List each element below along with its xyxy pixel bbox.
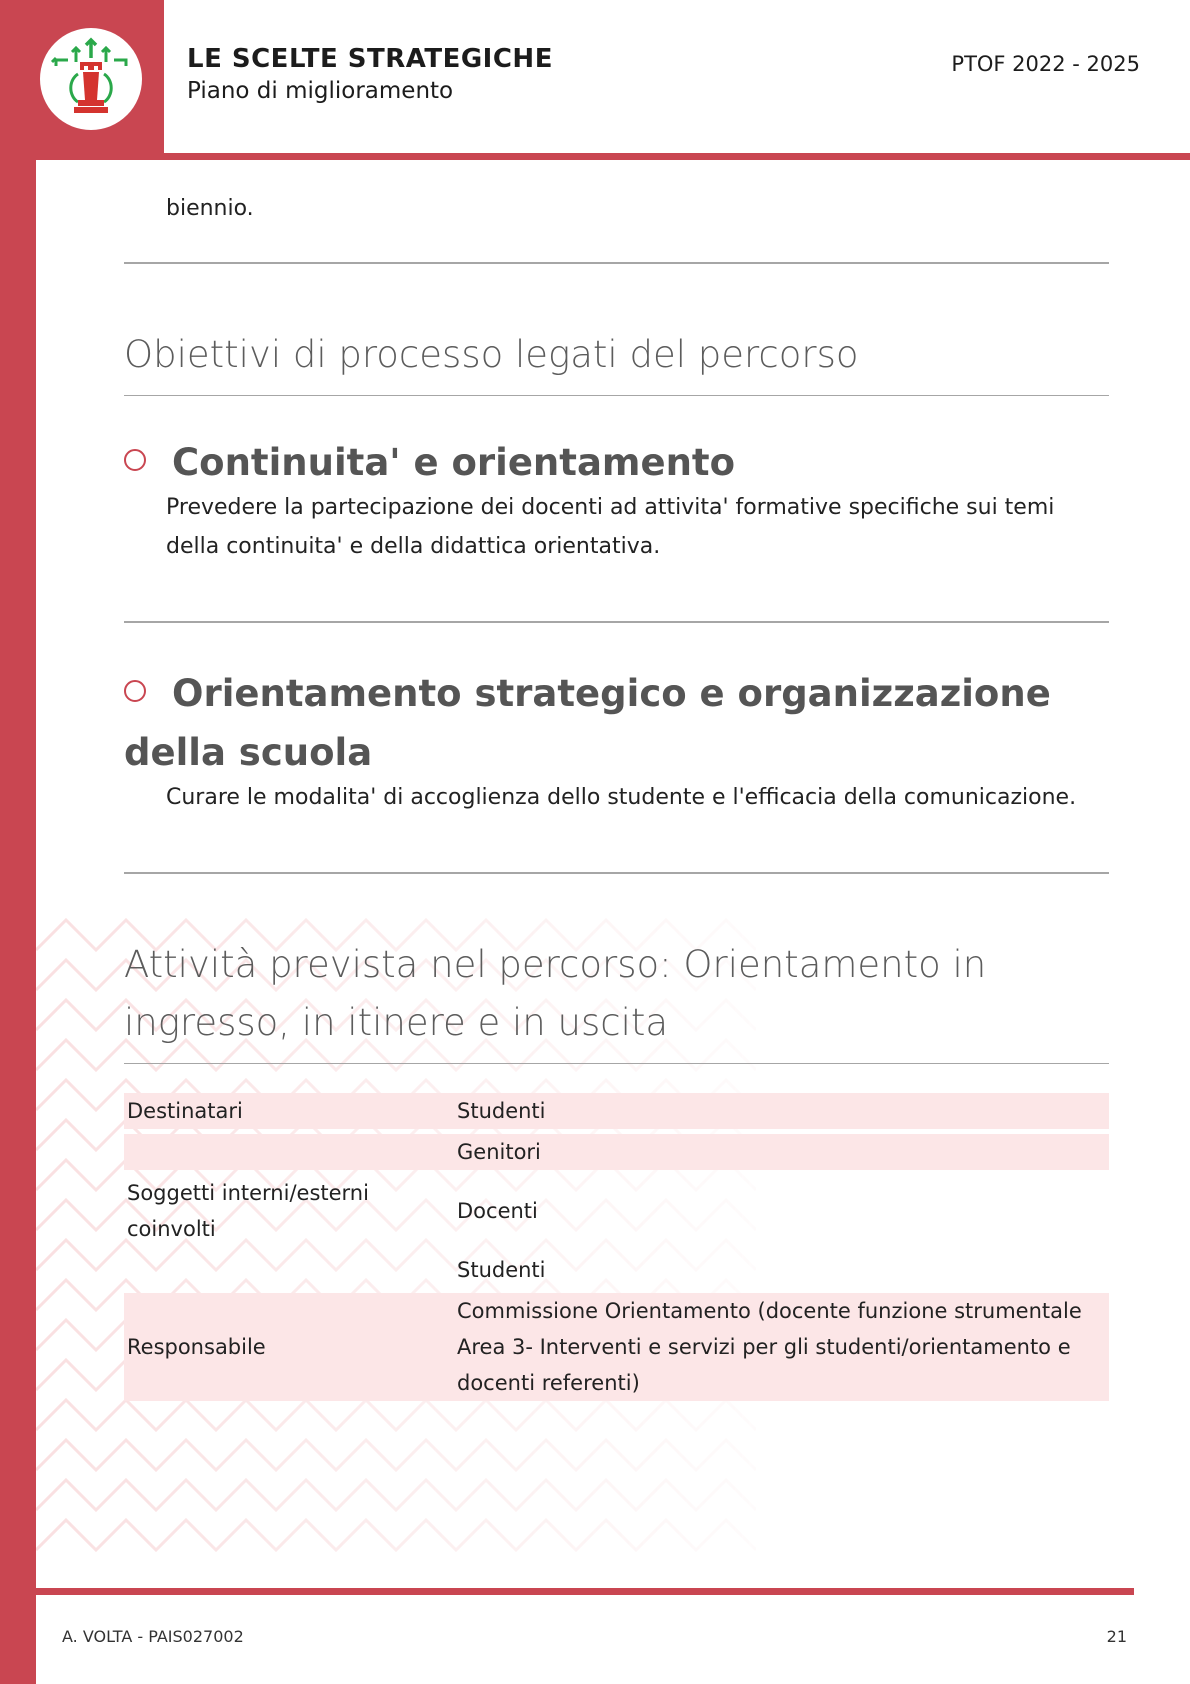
row-value: Studenti <box>457 1258 546 1282</box>
circle-bullet-icon <box>124 449 146 471</box>
logo-panel <box>0 0 164 160</box>
header-subtitle: Piano di miglioramento <box>187 78 454 104</box>
main-content <box>124 160 1109 1406</box>
section-divider <box>124 262 1109 264</box>
table-row <box>124 1252 1109 1288</box>
row-value: Genitori <box>454 1134 1109 1170</box>
table-row <box>124 1093 1109 1129</box>
table-row <box>124 1134 1109 1170</box>
objective-title: Continuita' e orientamento <box>124 433 1109 492</box>
table-row <box>124 1175 1109 1247</box>
row-label: Responsabile <box>124 1293 454 1401</box>
row-label: Soggetti interni/esterni coinvolti <box>127 1181 369 1241</box>
footer-divider <box>36 1588 1134 1595</box>
objective-text: Prevedere la partecipazione dei docenti ad attivita' formative specifiche sui temi della continuita' e della didattica orientativa. <box>166 495 1055 559</box>
section-divider <box>124 872 1109 874</box>
activity-details-table <box>124 1088 1109 1406</box>
ptof-label: PTOF 2022 - 2025 <box>951 52 1140 76</box>
circle-bullet-icon <box>124 680 146 702</box>
header-divider <box>36 153 1190 160</box>
left-accent-bar <box>0 0 36 1684</box>
table-row <box>124 1293 1109 1401</box>
school-tower-logo-icon <box>40 28 142 130</box>
row-label: Destinatari <box>124 1093 454 1129</box>
process-section-title: Obiettivi di processo legati del percorso <box>124 333 859 376</box>
intro-text: biennio. <box>166 196 254 221</box>
objective-text: Curare le modalita' di accoglienza dello studente e l'efficacia della comunicazione. <box>166 785 1077 810</box>
row-value: Docenti <box>457 1199 538 1223</box>
row-value: Commissione Orientamento (docente funzione strumentale Area 3- Interventi e servizi per gli studenti/orientamento e docenti referenti) <box>454 1293 1109 1401</box>
page-number: 21 <box>1106 1627 1127 1646</box>
header-title: LE SCELTE STRATEGICHE <box>187 44 553 74</box>
row-label <box>124 1252 454 1288</box>
section-title-underline <box>124 395 1109 396</box>
section-title-underline <box>124 1063 1109 1064</box>
footer-school: A. VOLTA - PAIS027002 <box>62 1627 244 1646</box>
row-label <box>124 1134 454 1170</box>
objective-title: Orientamento strategico e organizzazione della scuola <box>124 672 1051 774</box>
activity-section-title: Attività prevista nel percorso: Orientamento in ingresso, in itinere e in uscita <box>124 943 987 1044</box>
section-divider <box>124 621 1109 623</box>
row-value: Studenti <box>454 1093 1109 1129</box>
